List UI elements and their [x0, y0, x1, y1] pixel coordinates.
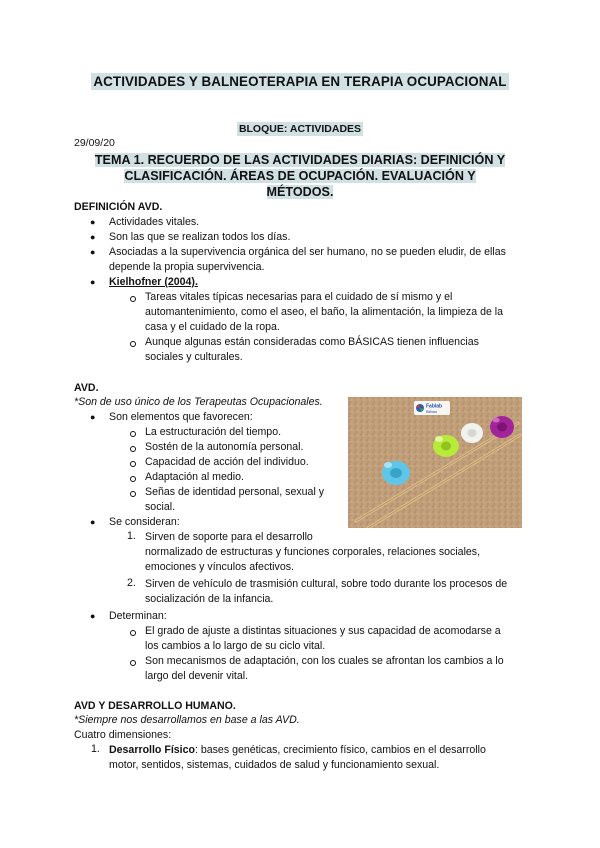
svg-text:Fablab: Fablab [426, 403, 443, 410]
hollow-bullet-icon [130, 630, 136, 636]
list-number: 1. [91, 743, 100, 755]
numbered-item: Desarrollo Físico: bases genéticas, crecimiento físico, cambios en el desarrollo [109, 744, 486, 756]
section-heading-desarrollo: AVD Y DESARROLLO HUMANO. [74, 700, 236, 712]
list-item: Son elementos que favorecen: [109, 411, 253, 423]
numbered-item-continued: motor, sentidos, sistemas, cuidados de salud y funcionamiento sexual. [109, 759, 440, 771]
sub-list-item-continued: sociales y culturales. [145, 351, 243, 363]
list-item: Actividades vitales. [109, 216, 200, 228]
block-title: BLOQUE: ACTIVIDADES [238, 123, 362, 135]
hollow-bullet-icon [130, 491, 136, 497]
hollow-bullet-icon [130, 660, 136, 666]
svg-text:Bilbao: Bilbao [426, 409, 438, 414]
section-note: *Siempre nos desarrollamos en base a las AVD. [74, 714, 300, 726]
hollow-bullet-icon [130, 431, 136, 437]
adaptive-chopsticks-photo [348, 397, 522, 528]
sub-list-item: Señas de identidad personal, sexual y [145, 486, 325, 498]
list-item: Asociadas a la supervivencia orgánica del ser humano, no se pueden eludir, de ellas [109, 246, 506, 258]
kielhofner-reference: Kielhofner (2004). [109, 276, 198, 288]
sub-list-item: Sostén de la autonomía personal. [145, 441, 304, 453]
sub-list-item-continued: casa y el cuidado de la ropa. [145, 321, 280, 333]
intro-text: Cuatro dimensiones: [74, 729, 172, 741]
fablab-logo [414, 401, 450, 415]
list-number: 2. [127, 577, 136, 589]
date: 29/09/20 [74, 137, 115, 149]
list-item-continued: depende la propia supervivencia. [109, 261, 265, 273]
hollow-bullet-icon [130, 341, 136, 347]
hollow-bullet-icon [130, 461, 136, 467]
sub-list-item: Adaptación al medio. [145, 471, 244, 483]
sub-list-item: Tareas vitales típicas necesarias para el cuidado de sí mismo y el [145, 291, 453, 303]
sub-list-item: Son mecanismos de adaptación, con los cuales se afrontan los cambios a lo [145, 655, 504, 667]
numbered-item-continued: socialización de la infancia. [145, 593, 274, 605]
topic-title: TEMA 1. RECUERDO DE LAS ACTIVIDADES DIARIAS: DEFINICIÓN Y CLASIFICACIÓN. ÁREAS DE OCUPACIÓN. EVALUACIÓN Y MÉTODOS. [94, 153, 506, 199]
sub-list-item: Capacidad de acción del individuo. [145, 456, 309, 468]
document-title: ACTIVIDADES Y BALNEOTERAPIA EN TERAPIA OCUPACIONAL [93, 74, 507, 89]
bullet-icon: ● [90, 217, 96, 227]
section-heading-avd: AVD. [74, 382, 99, 394]
hollow-bullet-icon [130, 446, 136, 452]
white-grip [461, 423, 483, 443]
numbered-item: Sirven de vehículo de trasmisión cultural, sobre todo durante los procesos de [145, 578, 508, 590]
numbered-item-continued: emociones y vínculos afectivos. [145, 561, 294, 573]
bullet-icon: ● [90, 277, 96, 287]
bullet-icon: ● [90, 232, 96, 242]
hollow-bullet-icon [130, 296, 136, 302]
numbered-item: Sirven de soporte para el desarrollo [145, 531, 313, 543]
bullet-icon: ● [90, 247, 96, 257]
sub-list-item: El grado de ajuste a distintas situaciones y sus capacidad de acomodarse a [145, 625, 501, 637]
bullet-icon: ● [90, 517, 96, 527]
list-item: Se consideran: [109, 516, 180, 528]
bullet-icon: ● [90, 611, 96, 621]
blue-grip [382, 461, 410, 485]
list-item: Determinan: [109, 610, 167, 622]
section-heading-definicion: DEFINICIÓN AVD. [74, 201, 163, 213]
sub-list-item-continued: social. [145, 501, 176, 513]
bullet-icon: ● [90, 412, 96, 422]
sub-list-item-continued: los cambios a lo largo de su ciclo vital. [145, 640, 326, 652]
sub-list-item: La estructuración del tiempo. [145, 426, 282, 438]
green-grip [433, 435, 459, 457]
numbered-item-continued: normalizado de estructuras y funciones corporales, relaciones sociales, [145, 546, 481, 558]
sub-list-item: Aunque algunas están consideradas como BÁSICAS tienen influencias [145, 336, 479, 348]
list-number: 1. [127, 530, 136, 542]
section-note: *Son de uso único de los Terapeutas Ocupacionales. [74, 396, 323, 408]
sub-list-item-continued: automantenimiento, como el aseo, el baño, la alimentación, la limpieza de la [145, 306, 504, 318]
purple-grip [490, 416, 514, 438]
hollow-bullet-icon [130, 476, 136, 482]
list-item: Son las que se realizan todos los días. [109, 231, 291, 243]
sub-list-item-continued: largo del devenir vital. [145, 670, 249, 682]
